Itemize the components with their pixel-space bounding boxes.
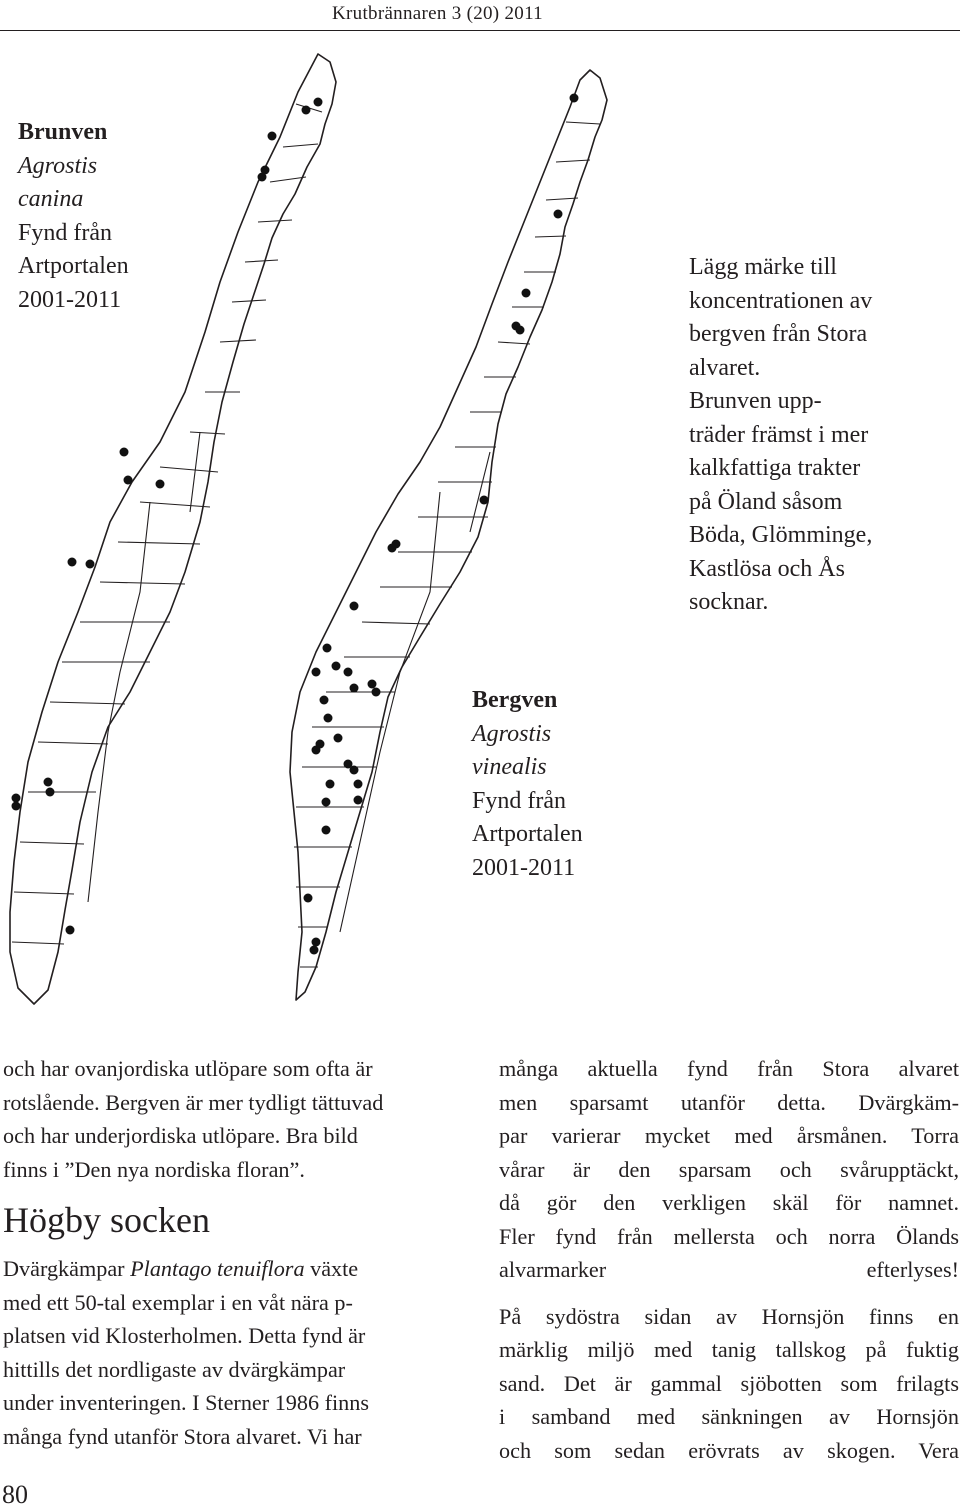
body-line: alvarmarker efterlyses! [499, 1257, 959, 1282]
body-line: och har underjordiska utlöpare. Bra bild [3, 1123, 358, 1148]
body-column-right [499, 1052, 959, 1467]
caption-title: Brunven [18, 119, 108, 145]
body-column-left [3, 1052, 463, 1453]
body-line: många fynd utanför Stora alvaret. Vi har [3, 1423, 362, 1449]
body-line: Fler fynd från mellersta och norra Ölands [499, 1223, 959, 1249]
note-line: träder främst i mer [689, 421, 869, 448]
body-line: par varierar mycket med årsmånen. Torra [499, 1123, 959, 1148]
body-line: då gör den verkligen skäl för namnet. [499, 1190, 959, 1215]
body-line: rotslående. Bergven är mer tydligt tättuvad [3, 1089, 384, 1115]
caption-genus: Agrostis [472, 720, 552, 747]
body-line: hittills det nordligaste av dvärgkämpar [3, 1356, 346, 1382]
body-line: vårar är den sparsam och svårupptäckt, [499, 1156, 959, 1182]
body-line: finns i ”Den nya nordiska floran”. [3, 1156, 305, 1182]
caption-bergven [472, 684, 583, 885]
running-header [0, 0, 960, 31]
note-line: Kastlösa och Ås [689, 555, 845, 582]
caption-genus: Agrostis [18, 152, 98, 179]
note-line: alvaret. [689, 354, 761, 381]
body-line: märklig miljö med tanig tallskog på fuktig [499, 1337, 959, 1362]
body-line: och som sedan erövrats av skogen. Vera [499, 1437, 959, 1463]
caption-brunven [18, 116, 129, 317]
body-line: sand. Det är gammal sjöbotten som frilagts [499, 1370, 959, 1396]
caption-epithet: canina [18, 186, 84, 212]
species-name: Plantago tenuiflora [130, 1256, 305, 1281]
caption-line: Fynd från [472, 787, 566, 814]
body-line: i samband med sänkningen av Hornsjön [499, 1404, 959, 1429]
body-line: platsen vid Klosterholmen. Detta fynd är [3, 1323, 366, 1348]
caption-line: 2001-2011 [472, 854, 576, 881]
note-line: Lägg märke till [689, 254, 837, 280]
body-line: På sydöstra sidan av Hornsjön finns en [499, 1303, 959, 1329]
note-line: på Öland såsom [689, 488, 843, 515]
caption-line: Artportalen [472, 821, 583, 847]
note-line: socknar. [689, 589, 769, 615]
page-number: 80 [2, 1480, 28, 1509]
body-line: med ett 50-tal exemplar i en våt nära p- [3, 1289, 353, 1315]
section-heading: Högby socken [3, 1200, 210, 1240]
paragraph-gap [499, 1287, 959, 1300]
note-line: koncentrationen av [689, 287, 873, 314]
note-line: bergven från Stora [689, 321, 868, 347]
note-line: Böda, Glömminge, [689, 522, 873, 548]
map-note [689, 251, 959, 620]
text-run: växte [304, 1256, 359, 1281]
body-line: men sparsamt utanför detta. Dvärgkäm- [499, 1089, 959, 1115]
body-line: och har ovanjordiska utlöpare som ofta är [3, 1056, 373, 1081]
caption-line: Artportalen [18, 253, 129, 279]
caption-epithet: vinealis [472, 754, 547, 780]
body-line: många aktuella fynd från Stora alvaret [499, 1056, 959, 1081]
body-line: under inventeringen. I Sterner 1986 finns [3, 1390, 369, 1415]
text-run: Dvärgkämpar [3, 1256, 131, 1281]
note-line: kalkfattiga trakter [689, 455, 861, 481]
caption-title: Bergven [472, 687, 558, 713]
body-line [3, 1252, 463, 1286]
caption-line: 2001-2011 [18, 286, 122, 313]
caption-line: Fynd från [18, 219, 112, 246]
note-line: Brunven upp- [689, 388, 822, 414]
running-title: Krutbrännaren 3 (20) 2011 [332, 3, 543, 24]
